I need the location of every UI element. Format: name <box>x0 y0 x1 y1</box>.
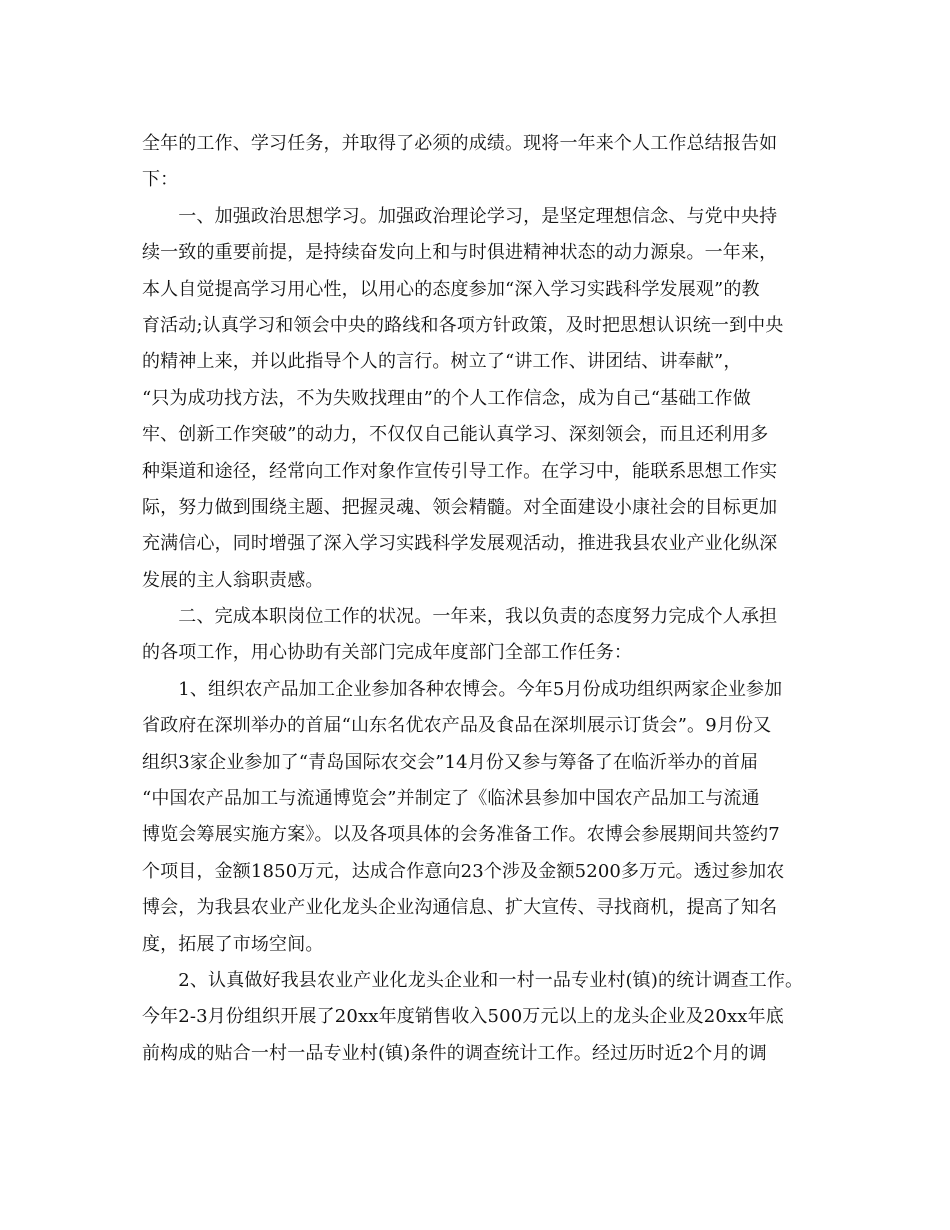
text-line: 发展的主人翁职责感。 <box>142 569 324 591</box>
text-line: 个项目，金额1850万元，达成合作意向23个涉及金额5200多万元。透过参加农 <box>142 860 785 882</box>
text-line: 二、完成本职岗位工作的状况。一年来，我以负责的态度努力完成个人承担 <box>142 606 778 628</box>
document-body <box>142 126 822 1072</box>
text-line: 的精神上来，并以此指导个人的言行。树立了“讲工作、讲团结、讲奉献”， <box>142 351 742 373</box>
text-line: 下： <box>142 169 179 191</box>
text-line: 度，拓展了市场空间。 <box>142 933 324 955</box>
text-line: 际，努力做到围绕主题、把握灵魂、领会精髓。对全面建设小康社会的目标更加 <box>142 496 778 518</box>
text-line: 今年2-3月份组织开展了20xx年度销售收入500万元以上的龙头企业及20xx年底 <box>142 1006 784 1028</box>
text-line: 省政府在深圳举办的首届“山东名优农产品及食品在深圳展示订货会”。9月份又 <box>142 715 772 737</box>
text-line: 全年的工作、学习任务，并取得了必须的成绩。现将一年来个人工作总结报告如 <box>142 133 778 154</box>
text-line: 博览会筹展实施方案》。以及各项具体的会务准备工作。农博会参展期间共签约7 <box>142 824 780 846</box>
text-line: 种渠道和途径，经常向工作对象作宣传引导工作。在学习中，能联系思想工作实 <box>142 460 778 482</box>
text-line: 组织3家企业参加了“青岛国际农交会”14月份又参与筹备了在临沂举办的首届 <box>142 751 759 773</box>
text-line: 本人自觉提高学习用心性，以用心的态度参加“深入学习实践科学发展观”的教 <box>142 278 760 300</box>
text-line: 1、组织农产品加工企业参加各种农博会。今年5月份成功组织两家企业参加 <box>142 678 783 700</box>
text-line: 博会，为我县农业产业化龙头企业沟通信息、扩大宣传、寻找商机，提高了知名 <box>142 897 778 919</box>
text-line: 充满信心，同时增强了深入学习实践科学发展观活动，推进我县农业产业化纵深 <box>142 533 778 555</box>
text-line: “中国农产品加工与流通博览会”并制定了《临沭县参加中国农产品加工与流通 <box>142 788 760 810</box>
text-line: “只为成功找方法，不为失败找理由”的个人工作信念，成为自己“基础工作做 <box>142 387 751 409</box>
text-line: 续一致的重要前提，是持续奋发向上和与时俱进精神状态的动力源泉。一年来， <box>142 242 778 264</box>
text-line: 一、加强政治思想学习。加强政治理论学习，是坚定理想信念、与党中央持 <box>142 205 778 227</box>
text-line: 育活动;认真学习和领会中央的路线和各项方针政策，及时把思想认识统一到中央 <box>142 314 784 336</box>
text-line: 2、认真做好我县农业产业化龙头企业和一村一品专业村(镇)的统计调查工作。 <box>142 969 804 991</box>
text-line: 前构成的贴合一村一品专业村(镇)条件的调查统计工作。经过历时近2个月的调 <box>142 1042 767 1064</box>
text-line: 的各项工作，用心协助有关部门完成年度部门全部工作任务： <box>142 642 633 664</box>
text-line: 牢、创新工作突破”的动力，不仅仅自己能认真学习、深刻领会，而且还利用多 <box>142 424 769 446</box>
